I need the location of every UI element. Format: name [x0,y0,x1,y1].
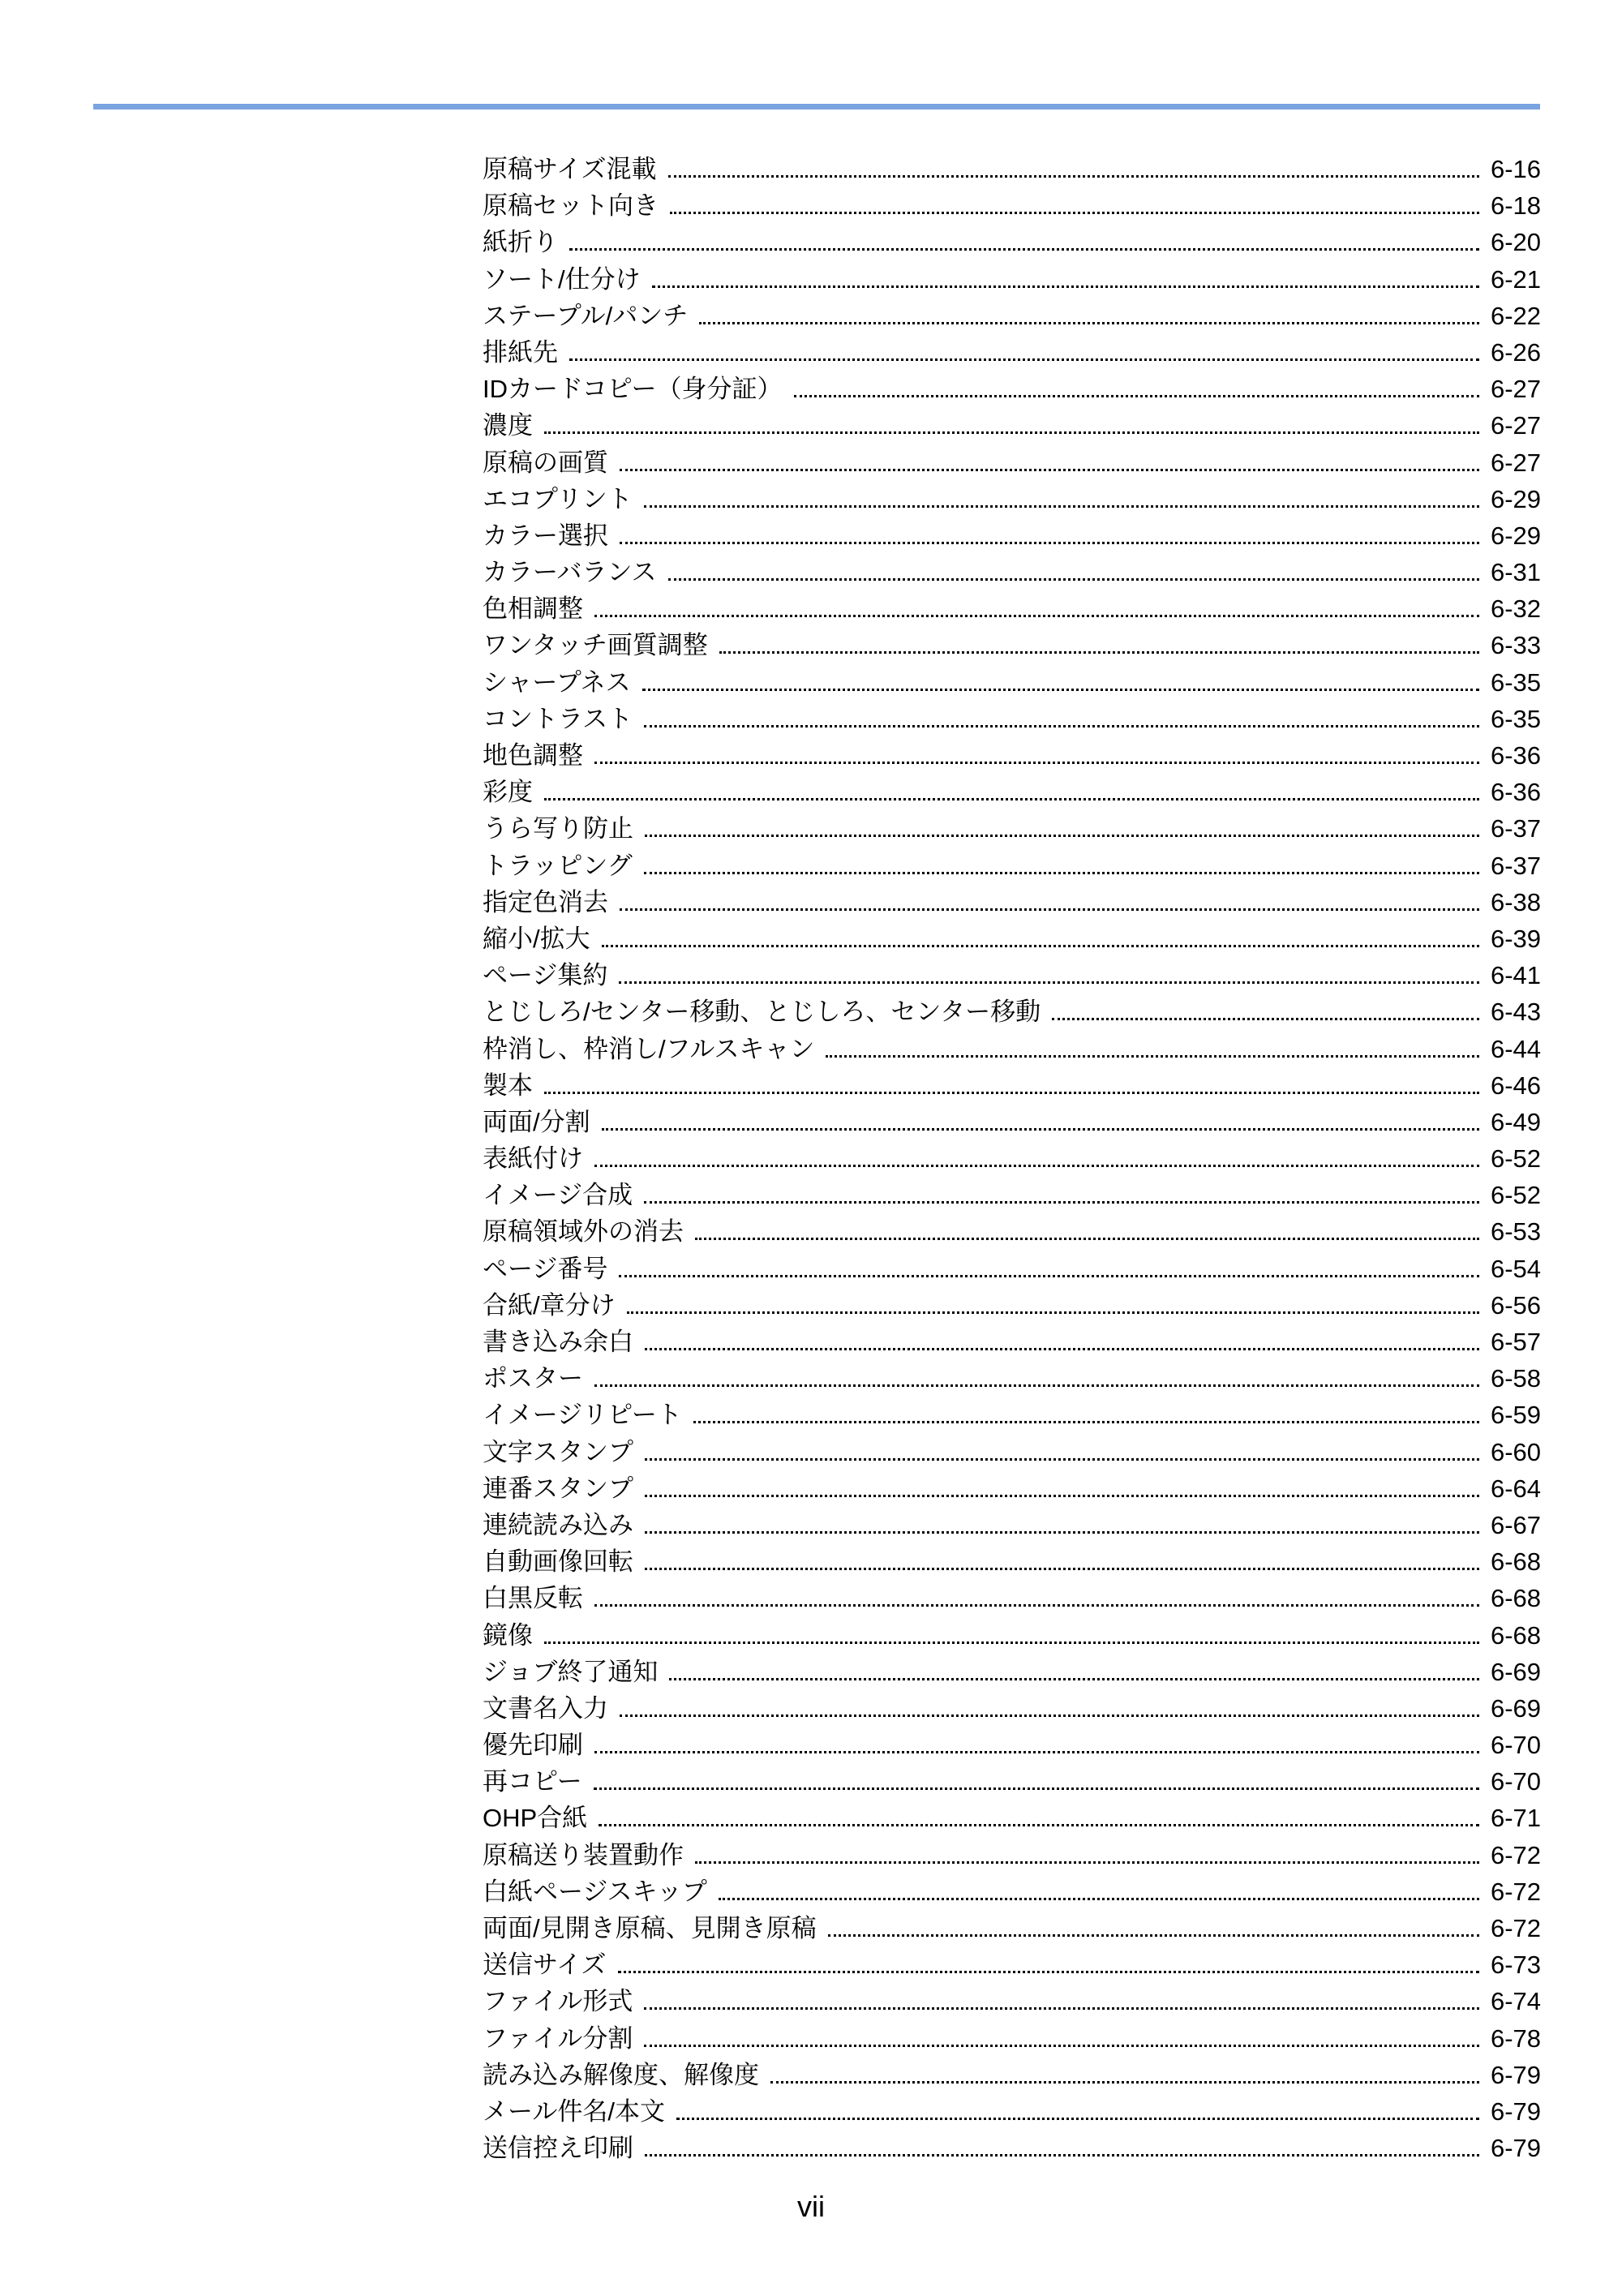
toc-entry-title[interactable]: ジョブ終了通知 [483,1657,659,1686]
toc-entry[interactable] [483,2020,1541,2057]
toc-entry-page[interactable]: 6-27 [1490,375,1541,404]
toc-entry-title[interactable]: 彩度 [483,778,533,807]
dot-leader [594,1787,1479,1790]
toc-entry[interactable] [483,1800,1541,1836]
toc-entry-page[interactable]: 6-27 [1490,448,1541,477]
toc-entry[interactable] [483,554,1541,590]
toc-entry[interactable] [483,994,1541,1030]
toc-entry-page[interactable]: 6-58 [1490,1364,1541,1393]
dot-leader [544,431,1479,434]
dot-leader [569,248,1479,251]
toc-entry-title[interactable]: ファイル形式 [483,1987,633,2016]
toc-entry-page[interactable]: 6-70 [1490,1767,1541,1796]
dot-leader [594,1384,1479,1387]
toc-entry-title[interactable]: 原稿セット向き [483,191,659,221]
dot-leader [619,1275,1479,1277]
dot-leader [1052,1018,1479,1020]
toc-entry-title[interactable]: IDカードコピー（身分証） [483,375,783,404]
toc-entry[interactable] [483,371,1541,407]
dot-leader [794,395,1479,397]
toc-entry[interactable] [483,1470,1541,1507]
toc-entry-page[interactable]: 6-52 [1490,1181,1541,1210]
dot-leader [602,1128,1479,1131]
toc-entry[interactable] [483,810,1541,847]
toc-entry-title[interactable]: カラー選択 [483,521,608,550]
toc-entry[interactable] [483,774,1541,810]
toc-entry[interactable] [483,1983,1541,2019]
dot-leader [644,872,1479,874]
toc-entry-page[interactable]: 6-37 [1490,851,1541,880]
toc-entry-page[interactable]: 6-31 [1490,558,1541,587]
toc-entry-page[interactable]: 6-44 [1490,1034,1541,1063]
toc-entry[interactable] [483,298,1541,334]
toc-entry-title[interactable]: 白紙ページスキップ [483,1877,707,1906]
toc-entry[interactable] [483,1873,1541,1910]
toc-entry[interactable] [483,701,1541,737]
toc-entry-page[interactable]: 6-79 [1490,2060,1541,2089]
toc-entry-page[interactable]: 6-69 [1490,1693,1541,1723]
toc-entry[interactable] [483,1287,1541,1324]
toc-entry[interactable] [483,407,1541,444]
toc-entry-title[interactable]: うら写り防止 [483,814,633,843]
toc-entry[interactable] [483,627,1541,663]
toc-entry[interactable] [483,1617,1541,1654]
toc-entry-page[interactable]: 6-70 [1490,1731,1541,1760]
toc-entry[interactable] [483,1360,1541,1397]
toc-entry-page[interactable]: 6-68 [1490,1584,1541,1613]
toc-entry-title[interactable]: ステープル/パンチ [483,301,689,330]
dot-leader [645,1495,1479,1497]
dot-leader [719,651,1479,654]
toc-entry[interactable] [483,517,1541,554]
toc-entry-page[interactable]: 6-64 [1490,1474,1541,1503]
dot-leader [645,1531,1479,1534]
dot-leader [695,1238,1479,1240]
toc-entry-title[interactable]: ページ集約 [483,961,608,990]
toc-entry-title[interactable]: 優先印刷 [483,1731,583,1760]
toc-entry-title[interactable]: トラッピング [483,851,633,880]
toc-entry-title[interactable]: エコプリント [483,484,633,513]
toc-entry-page[interactable]: 6-36 [1490,778,1541,807]
toc-entry[interactable] [483,1213,1541,1250]
toc-entry-page[interactable]: 6-21 [1490,264,1541,294]
toc-entry-page[interactable]: 6-73 [1490,1951,1541,1980]
toc-entry-page[interactable]: 6-57 [1490,1328,1541,1356]
dot-leader [699,322,1479,324]
toc-entry-title[interactable]: 原稿の画質 [483,448,608,477]
toc-entry[interactable] [483,1507,1541,1543]
dot-leader [644,2045,1479,2047]
toc-entry[interactable] [483,334,1541,371]
toc-entry-title[interactable]: 文書名入力 [483,1693,608,1723]
dot-leader [644,2007,1479,2010]
dot-leader [645,1568,1479,1570]
toc-entry-page[interactable]: 6-79 [1490,2096,1541,2126]
dot-leader [642,689,1479,691]
toc-entry-title[interactable]: 白黒反転 [483,1584,583,1613]
toc-entry[interactable] [483,1324,1541,1360]
toc-entry-page[interactable]: 6-35 [1490,667,1541,697]
dot-leader [594,1751,1479,1753]
toc-entry-page[interactable]: 6-38 [1490,887,1541,916]
toc-entry[interactable] [483,590,1541,627]
toc-entry-title[interactable]: 原稿領域外の消去 [483,1217,684,1247]
toc-entry-page[interactable]: 6-49 [1490,1107,1541,1136]
dot-leader [644,1201,1479,1204]
toc-entry[interactable] [483,1104,1541,1140]
toc-entry[interactable] [483,444,1541,481]
toc-entry[interactable] [483,921,1541,957]
dot-leader [620,908,1479,911]
toc-entry-title[interactable]: 枠消し、枠消し/フルスキャン [483,1034,815,1063]
toc-entry-page[interactable]: 6-68 [1490,1620,1541,1650]
dot-leader [644,725,1479,727]
dot-leader [645,835,1479,837]
toc-entry-page[interactable]: 6-72 [1490,1914,1541,1942]
toc-entry-title[interactable]: 地色調整 [483,741,583,770]
toc-entry-page[interactable]: 6-36 [1490,741,1541,770]
dot-leader [645,1458,1479,1461]
dot-leader [627,1311,1479,1314]
toc-entry-title[interactable]: 表紙付け [483,1144,583,1174]
dot-leader [544,1092,1479,1094]
toc-entry-title[interactable]: 色相調整 [483,594,583,624]
toc-entry-page[interactable]: 6-60 [1490,1437,1541,1466]
toc-entry-page[interactable]: 6-69 [1490,1657,1541,1686]
toc-entry-title[interactable]: 原稿サイズ混載 [483,155,657,183]
dot-leader [544,798,1479,800]
toc-entry-page[interactable]: 6-35 [1490,704,1541,733]
toc-entry-title[interactable]: 合紙/章分け [483,1290,616,1320]
toc-entry[interactable] [483,1397,1541,1433]
toc-entry-title[interactable]: 送信サイズ [483,1951,607,1980]
dot-leader [693,1421,1479,1423]
toc-entry-page[interactable]: 6-78 [1490,2023,1541,2053]
toc-entry[interactable] [483,1837,1541,1873]
toc-entry-title[interactable]: 連番スタンプ [483,1474,633,1503]
dot-leader [645,2154,1479,2157]
toc-entry[interactable] [483,848,1541,884]
toc-entry[interactable] [483,1031,1541,1067]
dot-leader [602,945,1479,947]
toc-entry[interactable] [483,1434,1541,1470]
page-number: vii [797,2190,825,2223]
dot-leader [645,1348,1479,1350]
toc-entry-title[interactable]: ワンタッチ画質調整 [483,631,708,660]
toc-entry-page[interactable]: 6-59 [1490,1401,1541,1430]
toc-entry-page[interactable]: 6-32 [1490,594,1541,624]
toc-entry-title[interactable]: 再コピー [483,1767,582,1796]
toc-entry-title[interactable]: 原稿送り装置動作 [483,1840,684,1869]
dot-leader [619,981,1479,984]
toc-entry[interactable] [483,1177,1541,1213]
toc-entry-page[interactable]: 6-29 [1490,521,1541,550]
toc-entry[interactable] [483,1067,1541,1104]
toc-entry-page[interactable]: 6-20 [1490,228,1541,257]
toc-entry-title[interactable]: ポスター [483,1364,583,1393]
toc-entry[interactable] [483,2093,1541,2130]
toc-entry-title[interactable]: ソート/仕分け [483,264,641,294]
toc-entry-page[interactable]: 6-72 [1490,1840,1541,1869]
dot-leader [669,1678,1479,1680]
toc-entry-title[interactable]: 紙折り [483,228,558,257]
toc-entry-page[interactable]: 6-52 [1490,1144,1541,1174]
toc-entry[interactable] [483,1690,1541,1727]
toc-entry-title[interactable]: 連続読み込み [483,1510,633,1539]
toc-entry-page[interactable]: 6-39 [1490,924,1541,953]
toc-entry-title[interactable]: 指定色消去 [483,887,608,916]
toc-entry-title[interactable]: OHP合紙 [483,1804,588,1833]
toc-entry[interactable] [483,261,1541,298]
dot-leader [544,1642,1479,1644]
dot-leader [668,578,1479,581]
toc-entry[interactable] [483,1251,1541,1287]
toc-entry-title[interactable]: シャープネス [483,667,631,697]
toc-entry[interactable] [483,1654,1541,1690]
toc-entry[interactable] [483,151,1541,187]
toc-entry-title[interactable]: カラーバランス [483,558,657,587]
toc-entry-title[interactable]: とじしろ/センター移動、とじしろ、センター移動 [483,998,1041,1027]
toc-entry-title[interactable]: 両面/分割 [483,1107,590,1136]
toc-entry-page[interactable]: 6-68 [1490,1547,1541,1577]
dot-leader [620,469,1479,471]
toc-entry-title[interactable]: イメージ合成 [483,1181,633,1210]
toc-entry-title[interactable]: メール件名/本文 [483,2096,665,2126]
toc-entry-title[interactable]: 文字スタンプ [483,1437,633,1466]
toc-entry-title[interactable]: 製本 [483,1071,533,1100]
toc-entry[interactable] [483,224,1541,260]
dot-leader [652,285,1479,288]
toc-entry[interactable] [483,1140,1541,1177]
toc-entry-page[interactable]: 6-72 [1490,1877,1541,1906]
toc-entry-page[interactable]: 6-16 [1490,155,1541,183]
dot-leader [828,1934,1479,1937]
dot-leader [594,615,1479,617]
toc-entry[interactable] [483,664,1541,701]
toc-entry-page[interactable]: 6-43 [1490,998,1541,1027]
toc-entry-title[interactable]: 濃度 [483,411,533,440]
toc-entry-page[interactable]: 6-22 [1490,301,1541,330]
toc-entry-page[interactable]: 6-29 [1490,484,1541,513]
toc-entry-page[interactable]: 6-53 [1490,1217,1541,1247]
toc-entry-title[interactable]: ページ番号 [483,1254,608,1283]
toc-entry-title[interactable]: 縮小/拡大 [483,924,590,953]
toc-entry[interactable] [483,1580,1541,1616]
dot-leader [695,1861,1479,1864]
toc-entry-page[interactable]: 6-67 [1490,1510,1541,1539]
dot-leader [668,175,1479,178]
toc-entry-title[interactable]: 鏡像 [483,1620,533,1650]
toc-entry-title[interactable]: 排紙先 [483,337,558,367]
dot-leader [676,2118,1479,2120]
dot-leader [620,542,1479,544]
toc-entry-page[interactable]: 6-37 [1490,814,1541,843]
toc-entry-page[interactable]: 6-71 [1490,1804,1541,1833]
toc-entry-page[interactable]: 6-54 [1490,1254,1541,1283]
toc-entry[interactable] [483,957,1541,994]
toc-entry-title[interactable]: コントラスト [483,704,633,733]
dot-leader [826,1055,1479,1058]
toc-entry-title[interactable]: イメージリピート [483,1401,682,1430]
toc-entry[interactable] [483,187,1541,224]
toc-entry-page[interactable]: 6-79 [1490,2134,1541,2163]
dot-leader [594,762,1479,764]
dot-leader [620,1714,1479,1717]
toc-entry-page[interactable]: 6-46 [1490,1071,1541,1100]
dot-leader [594,1604,1479,1607]
dot-leader [644,505,1479,508]
dot-leader [670,212,1479,214]
toc-entry[interactable] [483,1946,1541,1983]
dot-leader [770,2081,1479,2084]
toc-entry[interactable] [483,1910,1541,1946]
dot-leader [594,1165,1479,1167]
header-rule [93,104,1540,109]
dot-leader [618,1971,1479,1973]
toc-entry-title[interactable]: 書き込み余白 [483,1328,633,1356]
toc-entry-page[interactable]: 6-27 [1490,411,1541,440]
toc-entry[interactable] [483,884,1541,921]
toc-entry-page[interactable]: 6-18 [1490,191,1541,221]
toc-entry-page[interactable]: 6-26 [1490,337,1541,367]
toc-entry-title[interactable]: 両面/見開き原稿、見開き原稿 [483,1914,817,1942]
toc-entry-page[interactable]: 6-56 [1490,1290,1541,1320]
toc-entry-page[interactable]: 6-33 [1490,631,1541,660]
dot-leader [569,358,1479,361]
table-of-contents [483,151,1541,2166]
toc-entry-title[interactable]: ファイル分割 [483,2023,633,2053]
toc-entry-title[interactable]: 自動画像回転 [483,1547,633,1577]
toc-entry[interactable] [483,737,1541,774]
toc-entry-title[interactable]: 読み込み解像度、解像度 [483,2060,759,2089]
toc-entry[interactable] [483,1543,1541,1580]
toc-entry-page[interactable]: 6-41 [1490,961,1541,990]
toc-entry[interactable] [483,1727,1541,1763]
toc-entry[interactable] [483,2130,1541,2166]
toc-entry[interactable] [483,481,1541,517]
dot-leader [599,1824,1479,1826]
dot-leader [719,1898,1479,1900]
toc-entry-title[interactable]: 送信控え印刷 [483,2134,633,2163]
toc-entry[interactable] [483,1763,1541,1800]
toc-entry[interactable] [483,2057,1541,2093]
toc-entry-page[interactable]: 6-74 [1490,1987,1541,2016]
